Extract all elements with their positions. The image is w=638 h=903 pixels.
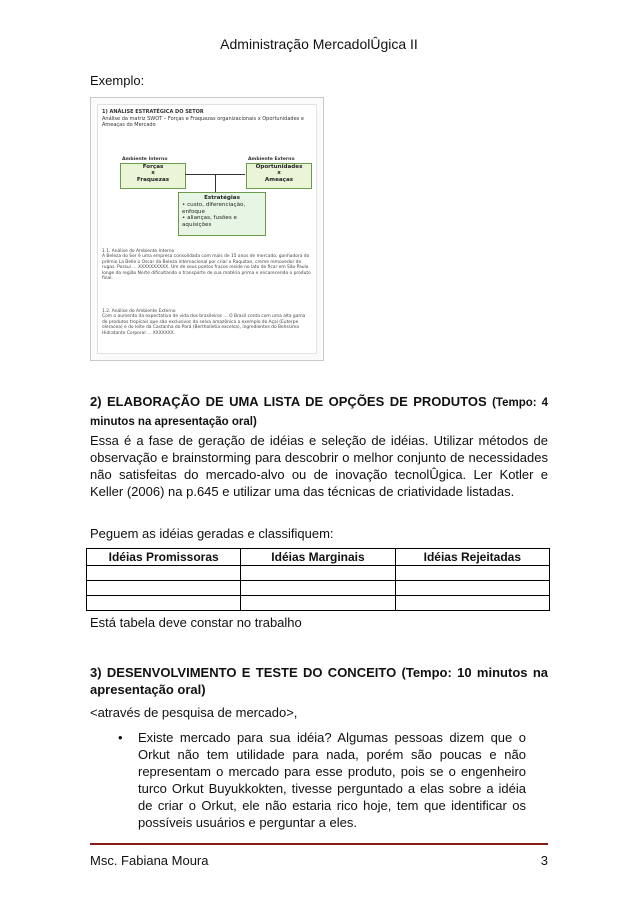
table-cell xyxy=(87,581,241,596)
section-2-heading xyxy=(90,393,548,431)
table-header-row xyxy=(87,549,550,566)
table-cell xyxy=(395,581,549,596)
table-cell xyxy=(395,596,549,611)
page-number: 3 xyxy=(540,853,548,868)
external-analysis-text: Com o aumento da expectativa de vida dos brasileiros … O Brasil conta com uma alta gama de produtos tropicais que são exclusivos da selva amazônica a exemplo do Açaí (Euterpe oleracea) e do leite da Castanha do Pará (Bertholletia excelsa), ingredientes do Belíssima Hidratante Corporal … XXXXXXX. xyxy=(102,314,306,336)
strategy-item-1: • custo, diferenciação, xyxy=(182,202,246,209)
table-header-promising: Idéias Promissoras xyxy=(87,549,241,566)
table-row xyxy=(87,566,550,581)
table-cell xyxy=(241,581,395,596)
strengths-weaknesses-box xyxy=(120,163,186,189)
external-analysis-title: 1.2. Análise do Ambiente Externo xyxy=(102,309,176,314)
strategies-title: Estratégias xyxy=(204,195,240,201)
table-cell xyxy=(395,566,549,581)
section-3-bullet-list xyxy=(112,729,526,831)
section-2-paragraph: Essa é a fase de geração de idéias e seleção de idéias. Utilizar métodos de observação e brainstorming para descobrir o melhor conjunto de necessidades não satisfeitas do mercado-alvo ou de inovação tecnolÛgica. Ler Kotler e Keller (2006) na p.645 e utilizar uma das técnicas de criatividade listadas. xyxy=(90,433,548,499)
table-cell xyxy=(241,596,395,611)
swot-figure xyxy=(90,97,324,361)
list-item xyxy=(112,729,526,831)
external-environment-label: Ambiente Externo xyxy=(248,157,295,162)
table-row xyxy=(87,581,550,596)
strategies-box xyxy=(178,192,266,236)
section-2-title: 2) ELABORAÇÃO DE UMA LISTA DE OPÇÕES DE PRODUTOS xyxy=(90,394,487,409)
section-3-heading: 3) DESENVOLVIMENTO E TESTE DO CONCEITO (Tempo: 10 minutos na apresentação oral) xyxy=(90,665,548,697)
table-row xyxy=(87,596,550,611)
box-right-line-2: x xyxy=(277,170,281,177)
bullet-icon: • xyxy=(118,730,123,745)
box-right-line-3: Ameaças xyxy=(264,176,294,183)
external-analysis-block xyxy=(102,309,312,336)
strategy-item-3: • alianças, fusões e aquisições xyxy=(182,215,237,228)
section-2-instruction: Peguem as idéias geradas e classifiquem: xyxy=(90,526,334,541)
box-left-line-3: Fraquezas xyxy=(136,176,170,183)
box-right-line-1: Oportunidades xyxy=(255,164,303,170)
strategy-item-2: enfoque xyxy=(182,208,205,215)
table-cell xyxy=(241,566,395,581)
figure-heading-block xyxy=(102,109,314,129)
table-note: Está tabela deve constar no trabalho xyxy=(90,615,302,630)
section-2-time: (Tempo: 4 minutos na apresentação oral) xyxy=(90,397,548,428)
table-header-marginal: Idéias Marginais xyxy=(241,549,395,566)
internal-analysis-title: 1.1. Análise do Ambiente Interno xyxy=(102,249,175,254)
running-header: Administração MercadolÛgica II xyxy=(220,36,418,52)
box-left-line-2: x xyxy=(151,170,155,177)
box-left-line-1: Forças xyxy=(142,164,164,170)
internal-environment-label: Ambiente Interno xyxy=(122,157,168,162)
table-cell xyxy=(87,566,241,581)
table-cell xyxy=(87,596,241,611)
internal-analysis-block xyxy=(102,249,312,281)
table-header-rejected: Idéias Rejeitadas xyxy=(395,549,549,566)
figure-heading-text: Análise da matriz SWOT – Forças e Fraquezas organizacionais x Oportunidades e Ameaças do Mercado xyxy=(102,115,304,128)
section-3-intro: <através de pesquisa de mercado>, xyxy=(90,705,298,720)
bullet-text: Existe mercado para sua idéia? Algumas pessoas dizem que o Orkut não tem utilidade para nada, porém são poucas e não representam o mercado para esse produto, pois se o engenheiro turco Orkut Buyukkokten, tivesse perguntado a elas sobre a idéia de criar o Orkut, ele não estaria rico hoje, tem que identificar os possíveis usuários e perguntar a eles. xyxy=(138,730,526,830)
footer-author: Msc. Fabiana Moura xyxy=(90,853,209,868)
figure-heading: 1) ANÁLISE ESTRATÉGICA DO SETOR xyxy=(102,109,204,115)
ideas-table xyxy=(86,548,550,611)
swot-figure-page xyxy=(97,104,317,354)
internal-analysis-text: A Beleza do Ser é uma empresa consolidada com mais de 15 anos de mercado, ganhadora do prêmio La Belle o Oscar da Beleza internacional por criar o Raquitan, creme removedor de rugas. Possui … XXXXXXXXXX. Um de seus pontos fracos reside no lato de ficar em São Paulo longe da região Norte dificultando o transporte de sua matéria prima e encarecendo o produto final. xyxy=(102,254,311,282)
connector-vertical xyxy=(215,174,216,192)
example-label: Exemplo: xyxy=(90,73,145,88)
opportunities-threats-box xyxy=(246,163,312,189)
footer-divider xyxy=(90,843,548,845)
